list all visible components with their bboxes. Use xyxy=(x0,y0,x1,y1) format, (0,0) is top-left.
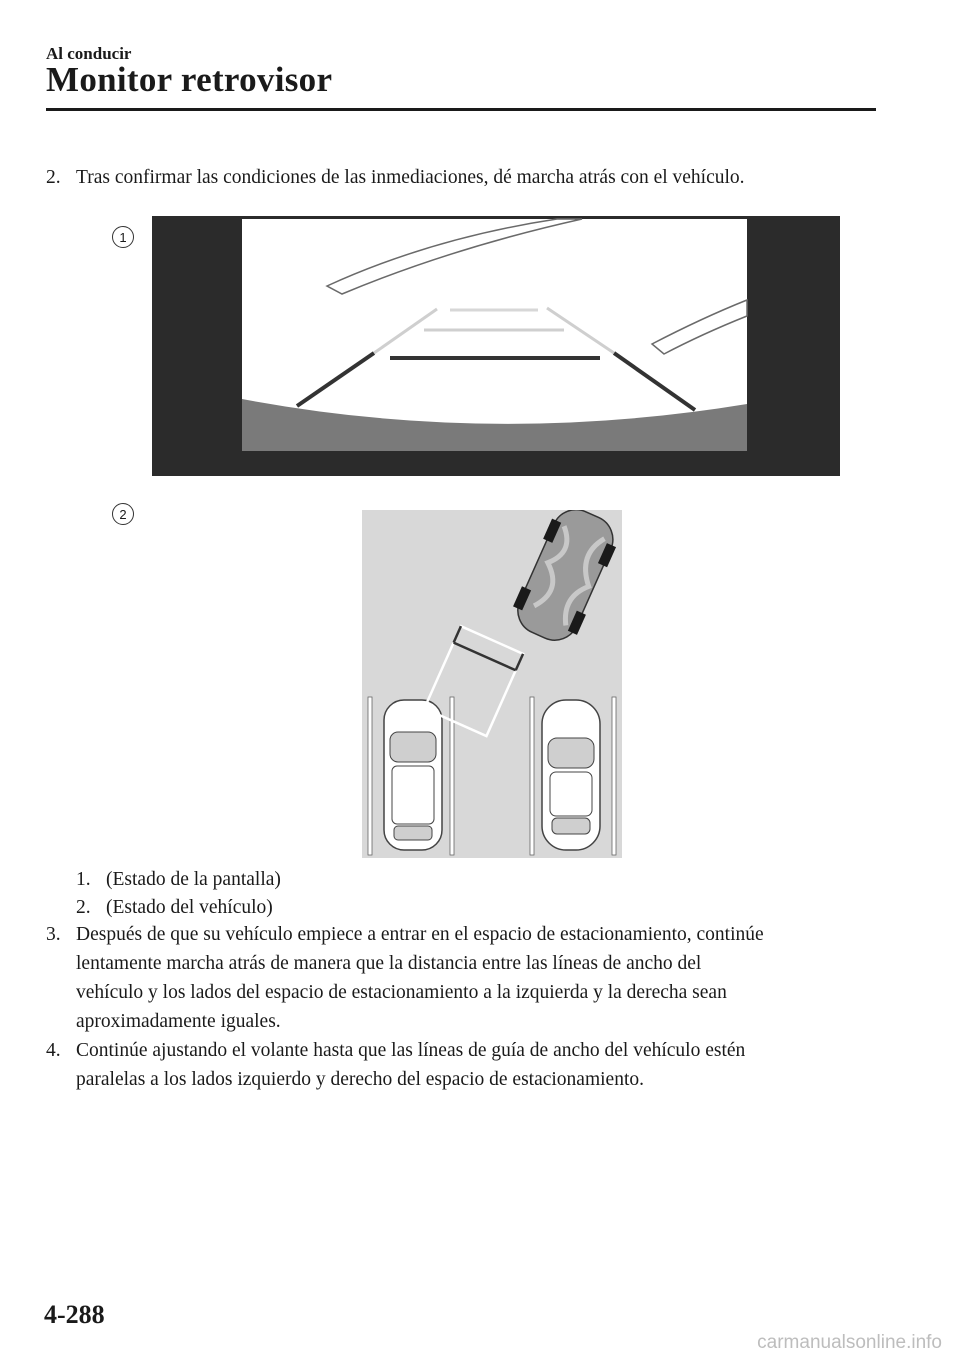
title-divider xyxy=(46,108,876,111)
step-number: 3. xyxy=(46,924,61,945)
caption-number: 1. xyxy=(76,869,91,890)
caption-number: 2. xyxy=(76,897,91,918)
parked-car-left xyxy=(384,700,442,850)
step-text-line: Después de que su vehículo empiece a entrar en el espacio de estacionamiento, continúe xyxy=(76,924,764,945)
step-text: Tras confirmar las condiciones de las inmediaciones, dé marcha atrás con el vehículo. xyxy=(76,167,745,188)
section-label: Al conducir xyxy=(46,44,132,63)
step-number: 4. xyxy=(46,1040,61,1061)
step-number: 2. xyxy=(46,167,61,188)
step-text-line: paralelas a los lados izquierdo y derecho del espacio de estacionamiento. xyxy=(76,1069,644,1090)
stall-line-1 xyxy=(368,697,372,855)
camera-screen-illustration xyxy=(152,216,840,476)
stall-line-4 xyxy=(612,697,616,855)
callout-2: 2 xyxy=(112,503,134,525)
stall-line-3 xyxy=(530,697,534,855)
caption-text: (Estado del vehículo) xyxy=(106,897,273,918)
step-text-line: vehículo y los lados del espacio de estacionamiento a la izquierda y la derecha sean xyxy=(76,982,727,1003)
step-text-line: lentamente marcha atrás de manera que la distancia entre las líneas de ancho del xyxy=(76,953,702,974)
parked-car-right xyxy=(542,700,600,850)
step-text-line: Continúe ajustando el volante hasta que las líneas de guía de ancho del vehículo estén xyxy=(76,1040,746,1061)
vehicle-state-illustration xyxy=(362,510,622,858)
caption-text: (Estado de la pantalla) xyxy=(106,869,281,890)
step-text-line: aproximadamente iguales. xyxy=(76,1011,281,1032)
watermark: carmanualsonline.info xyxy=(757,1332,942,1353)
page-title: Monitor retrovisor xyxy=(46,60,333,99)
callout-1: 1 xyxy=(112,226,134,248)
page-number: 4-288 xyxy=(44,1300,105,1329)
